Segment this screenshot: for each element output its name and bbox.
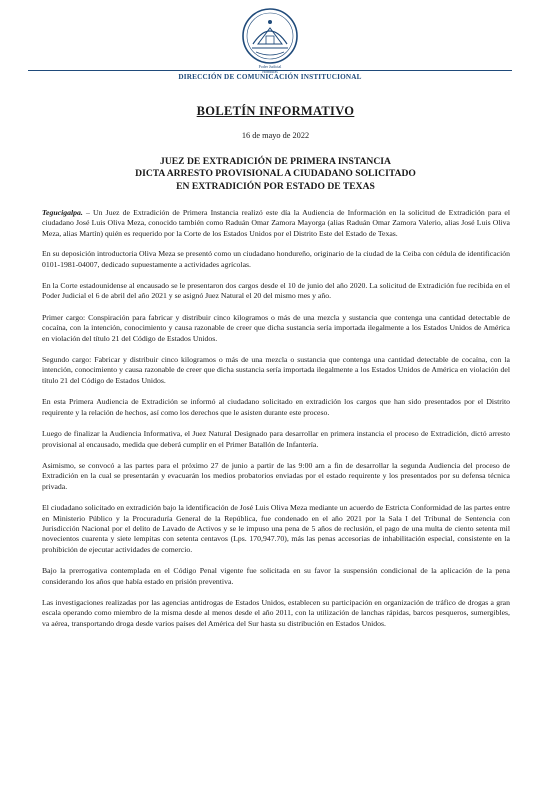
headline-line: JUEZ DE EXTRADICIÓN DE PRIMERA INSTANCIA: [160, 156, 391, 167]
document-title: BOLETÍN INFORMATIVO: [196, 104, 355, 118]
paragraph: Las investigaciones realizadas por las agencias antidrogas de Estados Unidos, establecen su participación en organización de tráfico de drogas a gran escala operando como miembro de la misma desde al menos desde el año 2011, con la utilización de lanchas rápidas, barcos pesqueros, sumergibles, va aérea, transportando droga desde varios países del América del Sur hasta su distribución en Estados Unidos.: [42, 597, 510, 628]
header-rule: [28, 70, 512, 71]
headline-line: EN EXTRADICIÓN POR ESTADO DE TEXAS: [176, 180, 375, 192]
paragraph: Segundo cargo: Fabricar y distribuir cinco kilogramos o más de una mezcla o sustancia que contenga una cantidad detectable de cocaína, con la intención, conocimiento y causa razonable de creer que dicha sustancia sería importada ilegalmente a los Estados Unidos de América en violación del título 21 del Código de Estados Unidos.: [42, 355, 510, 385]
office-name: DIRECCIÓN DE COMUNICACIÓN INSTITUCIONAL: [178, 73, 362, 81]
dateline: Tegucigalpa.: [42, 208, 83, 217]
seal-caption: Poder Judicial Honduras: [258, 64, 282, 74]
document-date: 16 de mayo de 2022: [241, 131, 310, 140]
paragraph: Bajo la prerrogativa contemplada en el Código Penal vigente fue solicitada en su favor la suspensión condicional de la aplicación de la pena considerando los años que había estado en prisión preventiva.: [42, 566, 510, 586]
paragraph: En la Corte estadounidense al encausado se le presentaron dos cargos desde el 10 de junio del año 2020. La solicitud de Extradición fue recibida en el Poder Judicial el 6 de abril del año 2021 y se asignó Juez Natural el 20 del mismo mes y año.: [42, 281, 510, 301]
paragraph: Luego de finalizar la Audiencia Informativa, el Juez Natural Designado para desarrollar en primera instancia el proceso de Extradición, dictó arresto provisional al encausado, medida que deberá cumplir en el Primer Batallón de Infantería.: [42, 429, 510, 449]
judicial-seal-icon: [240, 6, 300, 66]
headline-line: DICTA ARRESTO PROVISIONAL A CIUDADANO SOLICITADO: [135, 168, 416, 180]
paragraph: Tegucigalpa. – Un Juez de Extradición de Primera Instancia realizó este día la Audiencia de Información en la solicitud de Extradición para el ciudadano José Luis Oliva Meza, conocido también como Raduán Omar Zamora Mayorga (alias Raduán Omar Zamora Valerio, alias José Luis Oliva Meza, alias Martín) quién es requerido por la Corte de los Estados Unidos por el Distrito Este del Estado de Texas.: [42, 208, 511, 238]
paragraph: El ciudadano solicitado en extradición bajo la identificación de José Luis Oliva Meza mediante un acuerdo de Estricta Conformidad de las partes entre en Ministerio Público y la Procuraduría General de la República, fue condenado en el año 2021 por la Sala I del Tribunal de Sentencia con Jurisdicción Nacional por el delito de Lavado de Activos y se le impuso una pena de 5 años de reclusión, el pago de una multa de ciento setenta mil novecientos cuarenta y siete lempitas con setenta centavos (Lps. 170,947.70), más las penas accesorias de inhabilitación especial, consistente en la prohibición de ejecutar actividades de comercio.: [42, 503, 510, 554]
headline: [60, 156, 491, 193]
paragraph: Primer cargo: Conspiración para fabricar y distribuir cinco kilogramos o más de una mezcla y sustancia que contenga una cantidad detectable de cocaína, con la intención, conocimiento y causa razonable de creer que dicha sustancia sería importada ilegalmente a los Estados Unidos de América en violación del título 21 del Código de Estados Unidos.: [42, 312, 510, 343]
paragraph: En esta Primera Audiencia de Extradición se informó al ciudadano solicitado en extradición los cargos que han sido presentados por el Distrito requirente y la relación de hechos, así como los derechos que le asisten durante este proceso.: [42, 397, 510, 417]
paragraph: Asimismo, se convocó a las partes para el próximo 27 de junio a partir de las 9:00 am a fin de desarrollar la segunda Audiencia del proceso de Extradición en la cual se presentarán y evacuarán los medios probatorios enviadas por el estado requirente y los presentados por su defensa técnica privada.: [42, 460, 510, 491]
paragraph: En su deposición introductoria Oliva Meza se presentó como un ciudadano hondureño, originario de la ciudad de la Ceiba con cédula de identificación 0101-1981-04007, dedicado supuestamente a actividades agrícolas.: [42, 249, 510, 269]
article-body: [42, 208, 510, 640]
